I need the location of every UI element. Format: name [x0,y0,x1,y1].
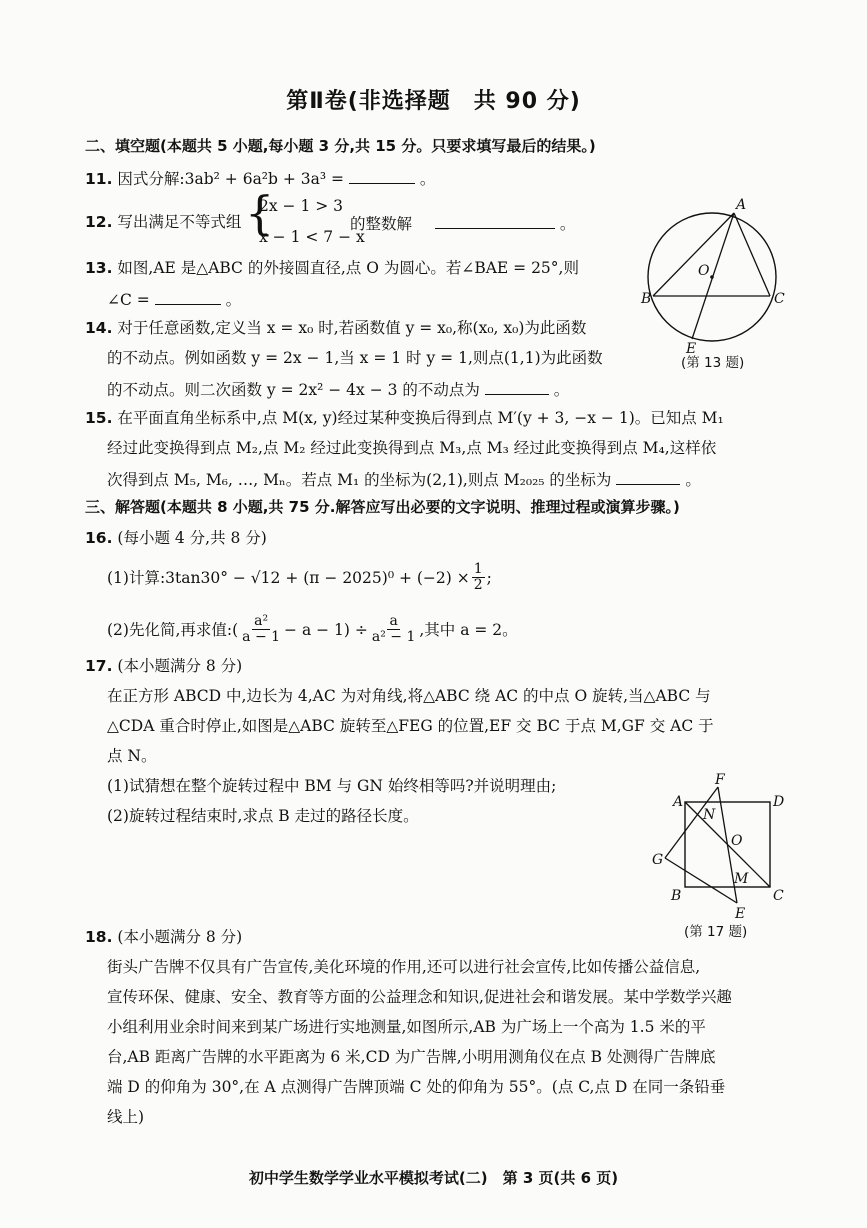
label-a: A [673,794,684,810]
label-n: N [703,807,716,823]
answer-blank [155,288,221,305]
question-17-line2: △CDA 重合时停止,如图是△ABC 旋转至△FEG 的位置,EF 交 BC 于点 M,GF 交 AC 于 [107,717,714,735]
question-17-sub1: (1)试猜想在整个旋转过程中 BM 与 GN 始终相等吗?并说明理由; [107,777,557,795]
page-footer: 初中学生数学学业水平模拟考试(二) 第 3 页(共 6 页) [248,1169,619,1187]
question-14-line3 [107,378,569,400]
label-e: E [686,341,697,357]
question-17-sub2: (2)旋转过程结束时,求点 B 走过的路径长度。 [107,807,419,825]
segment-ab [653,213,734,296]
question-16 [85,528,267,548]
question-number: 15. [85,409,113,427]
denominator: 2 [473,577,483,593]
question-text: 次得到点 M₅, M₆, …, Mₙ。若点 M₁ 的坐标为(2,1),则点 M₂₀₂₅ 的坐标为 [107,471,612,489]
question-intro: (每小题 4 分,共 8 分) [117,529,267,547]
question-text: 的不动点。则二次函数 y = 2x² − 4x − 3 的不动点为 [107,381,480,399]
section-fill-in-heading: 二、填空题(本题共 5 小题,每小题 3 分,共 15 分。只要求填写最后的结果。) [85,137,596,155]
answer-blank [349,167,415,184]
question-number: 18. [85,928,113,946]
label-m: M [734,871,749,887]
label-o: O [698,263,710,279]
expression: (2)先化简,再求值:( [107,620,239,639]
numerator: a² [254,613,269,629]
answer-blank [616,468,680,485]
expression-end: ; [486,568,492,587]
label-b: B [671,888,682,904]
question-number: 14. [85,319,113,337]
expression-end: ,其中 a = 2。 [419,620,518,639]
question-16-part1 [107,562,492,593]
question-text: 如图,AE 是△ABC 的外接圆直径,点 O 为圆心。若∠BAE = 25°,则 [117,259,579,277]
label-c: C [773,888,784,904]
fraction-a2-over-a-minus-1 [240,614,282,645]
denominator: a − 1 [242,629,281,645]
question-number: 16. [85,529,113,547]
figure-13-circle [636,193,796,371]
fraction-one-half [472,562,485,593]
question-12 [85,212,241,232]
question-text: 的整数解 [350,215,413,233]
page-title: 第Ⅱ卷(非选择题 共 90 分) [286,89,581,114]
question-text: ∠C = [107,291,150,309]
label-o: O [731,833,743,849]
question-end: 。 [553,381,570,399]
question-number: 12. [85,213,113,231]
denominator: a² − 1 [371,629,416,645]
label-a: A [736,197,747,213]
question-number: 17. [85,657,113,675]
question-15-line2: 经过此变换得到点 M₂,点 M₂ 经过此变换得到点 M₃,点 M₃ 经过此变换得到点 M₄,这样依 [107,439,717,457]
inequality-2: x − 1 < 7 − x [259,228,365,246]
question-14-line1 [85,318,586,338]
expression: − a − 1) ÷ [284,620,368,639]
question-18-line1: 街头广告牌不仅具有广告宣传,美化环境的作用,还可以进行社会宣传,比如传播公益信息, [107,958,701,976]
label-d: D [773,794,785,810]
question-18-line4: 台,AB 距离广告牌的水平距离为 6 米,CD 为广告牌,小明用测角仪在点 B 处测得广告牌底 [107,1048,716,1066]
answer-blank [485,378,549,395]
figure-17-caption: (第 17 题) [684,924,748,940]
question-18-line3: 小组利用业余时间来到某广场进行实地测量,如图所示,AB 为广场上一个高为 1.5 米的平 [107,1018,706,1036]
fraction-a-over-a2-minus-1 [370,614,418,645]
question-end: 。 [419,170,436,188]
question-end: 。 [685,471,701,489]
answer-blank [435,212,555,229]
question-text: 在平面直角坐标系中,点 M(x, y)经过某种变换后得到点 M′(y + 3, −x − 1)。已知点 M₁ [117,409,724,427]
question-end: 。 [559,215,576,233]
question-12-tail [350,212,575,234]
question-15-line3 [107,468,701,490]
expression: (1)计算:3tan30° − √12 + (π − 2025)⁰ + (−2) × [107,568,470,587]
question-15-line1 [85,408,724,428]
center-point [710,275,714,279]
section-solve-heading: 三、解答题(本题共 8 小题,共 75 分.解答应写出必要的文字说明、推理过程或演算步骤。) [85,498,680,516]
figure-13-caption: (第 13 题) [681,355,745,371]
question-text: 因式分解:3ab² + 6a²b + 3a³ = [117,170,345,188]
inequality-1: 2x − 1 > 3 [259,197,344,215]
question-number: 11. [85,170,113,188]
question-17-line1: 在正方形 ABCD 中,边长为 4,AC 为对角线,将△ABC 绕 AC 的中点 O 旋转,当△ABC 与 [107,687,711,705]
question-18-line2: 宣传环保、健康、安全、教育等方面的公益理念和知识,促进社会和谐发展。某中学数学兴趣 [107,988,732,1006]
question-17-line3: 点 N。 [107,747,157,765]
question-text: 写出满足不等式组 [117,213,242,231]
question-16-part2 [107,614,518,645]
question-intro: (本小题满分 8 分) [117,657,243,675]
question-18-line6: 线上) [107,1108,145,1126]
segment-ac [734,213,770,296]
question-13-line2 [107,288,241,310]
label-g: G [652,852,664,868]
question-18-line5: 端 D 的仰角为 30°,在 A 点测得广告牌顶端 C 处的仰角为 55°。(点 C,点 D 在同一条铅垂 [107,1078,726,1096]
question-13-line1 [85,258,579,278]
figure-17-square [645,770,795,925]
label-e: E [735,906,746,922]
label-b: B [641,291,652,307]
inequality-brace: { [245,186,275,240]
label-c: C [774,291,785,307]
question-number: 13. [85,259,113,277]
question-text: 对于任意函数,定义当 x = x₀ 时,若函数值 y = x₀,称(x₀, x₀)为此函数 [117,319,587,337]
label-f: F [715,772,725,788]
question-end: 。 [225,291,242,309]
question-14-line2: 的不动点。例如函数 y = 2x − 1,当 x = 1 时 y = 1,则点(1,1)为此函数 [107,349,603,367]
numerator: 1 [473,561,483,577]
question-18 [85,927,242,947]
numerator: a [389,613,398,629]
question-intro: (本小题满分 8 分) [117,928,243,946]
question-17 [85,656,242,676]
